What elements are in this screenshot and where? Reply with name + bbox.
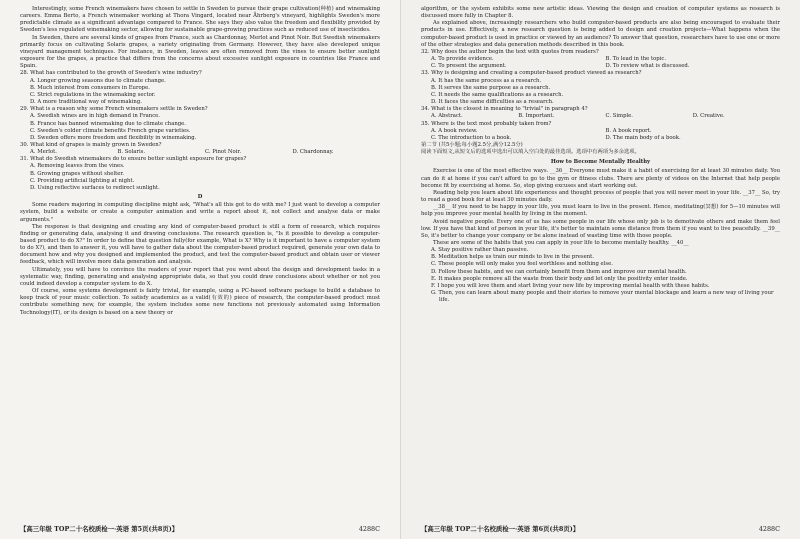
option: B. A book report. xyxy=(605,127,652,134)
question-31-stem: 31. What do Swedish winemakers do to ensure better sunlight exposure for grapes? xyxy=(20,156,247,163)
option: C. Sweden's colder climate benefits French grape varieties. xyxy=(30,127,191,134)
option: A. Removing leaves from the vines. xyxy=(30,163,125,170)
option: A. Longer growing seasons due to climate change. xyxy=(30,77,166,84)
option: B. Solaris. xyxy=(117,149,146,156)
option: A. Abstract. xyxy=(431,113,463,120)
option: C. Pinot Noir. xyxy=(205,149,242,156)
paragraph: In Sweden, there are several kinds of grapes from France, such as Chardonnay, Merlot and Pinot Noir. But Swedish winemakers primarily focus on cultivating Solaris grapes, a variety originating from Germany. However, they have also developed unique vineyard management techniques. For instance, in Sweden, leaves are often removed from the vines to ensure better sunlight exposure for the grapes, a practice that differs from the concerns about excessive sunlight exposure in countries like France and Spain. xyxy=(20,34,380,70)
section-heading: 第二节 (共5小题;每小题2.5分,满分12.5分) xyxy=(421,141,523,148)
option: C. These people will only make you feel worthless and nothing else. xyxy=(431,261,613,268)
question-28-stem: 28. What has contributed to the growth of Sweden's wine industry? xyxy=(20,70,202,77)
options-row xyxy=(431,63,780,70)
question-29-stem: 29. What is a reason why some French winemakers settle in Sweden? xyxy=(20,106,208,113)
paragraph: As explained above, increasingly researchers who build computer-based products are also being encouraged to evaluate their products in use. Effectively, a new research question is being added to design and creation projects—What happens when the computer-based product is used in practice or viewed by an audience? To answer that question, researchers have to use one or more of the other strategies and data generation methods described in this book. xyxy=(421,20,780,48)
paragraph: Of course, some systems development is fairly trivial, for example, using a PC-based software package to build a database to keep track of your music collection. To satisfy academics as a valid(有效的) piece of research, the computer-based product must contribute something new, for example, the system includes some new functions not previously automated using Information Technology(IT), or its design is based on a new theory or xyxy=(20,288,380,316)
paragraph: Exercise is one of the most effective ways. __36__ Everyone must make it a habit of exercising for at least 30 minutes daily. You can do it at home if you can't afford to go to the gym or fitness clubs. There are plenty of videos on the Internet that help people become fit by exercising at home. So, stop giving excuses and start working out. xyxy=(421,168,780,189)
option: B. Important. xyxy=(518,113,555,120)
footer-title: 【高三年级 TOP二十名校质检一·英语 第6页(共8页)】 xyxy=(421,524,580,533)
footer-code: 4288C xyxy=(758,524,780,533)
options-row xyxy=(30,149,380,156)
question-30-stem: 30. What kind of grapes is mainly grown in Sweden? xyxy=(20,141,162,148)
option: A. Swedish wines are in high demand in France. xyxy=(30,113,160,120)
option: D. Sweden offers more freedom and flexibility in winemaking. xyxy=(30,134,197,141)
option: C. The introduction to a book. xyxy=(431,134,512,141)
options-row xyxy=(431,113,780,120)
option: B. Growing grapes without shelter. xyxy=(30,170,124,177)
option: B. It serves the same purpose as a research. xyxy=(431,84,551,91)
option: A. Stay positive rather than passive. xyxy=(431,247,529,254)
option: A. To provide evidence. xyxy=(431,56,494,63)
page-right xyxy=(400,0,800,539)
option: C. To present the argument. xyxy=(431,63,507,70)
option: D. The main body of a book. xyxy=(605,134,681,141)
option: D. To review what is discussed. xyxy=(605,63,690,70)
question-32-stem: 32. Why does the author begin the text with quotes from readers? xyxy=(421,48,599,55)
option: B. Meditation helps us train our minds to live in the present. xyxy=(431,254,594,261)
question-34-stem: 34. What is the closest in meaning to "trivial" in paragraph 4? xyxy=(421,106,588,113)
paragraph: Avoid negative people. Every one of us has some people in our life whose only job is to demotivate others and make them feel low. If you have that kind of person in your life, it's better to maintain some distance from them if you want to live peacefully. __39__ So, it's better to change your company or be alone instead of wasting time with those people. xyxy=(421,218,780,239)
options-row xyxy=(431,128,780,135)
question-33-stem: 33. Why is designing and creating a computer-based product viewed as research? xyxy=(421,70,642,77)
paragraph: The response is that designing and creating any kind of computer-based product is still a form of research, which requires finding or generating data, analysing it and drawing conclusions. The research question is, "Is it possible to develop a computer-based product to do X?" In order to define that question fully(for example, What is X? Why is it important to have a computer system to do X?), and then to answer it, you will have to gather data about the computer-based product required, generate your own data to document how and why you designed and implemented the product, and test the computer-based product and obtain user or viewer feedback, which will involve more data generation and analysis. xyxy=(20,223,380,266)
paragraph: Some readers majoring in computing discipline might ask, "What's all this got to do with me? I just want to develop a computer system, build a website or create a computer animation and write a report about it, not collect and analyse data or make arguments." xyxy=(20,202,380,223)
option: D. Creative. xyxy=(692,113,725,120)
option: A. A book review. xyxy=(431,127,478,134)
option: G. Then, you can learn about many people and their stories to remove your mental blockage and learn a new way of living your life. xyxy=(431,290,774,304)
footer-title: 【高三年级 TOP二十名校质检一·英语 第5页(共8页)】 xyxy=(20,524,179,533)
section-heading: D xyxy=(197,194,203,201)
paragraph: __38__ If you need to be happy in your life, you must learn to live in the present. Hence, meditating(冥想) for 5—10 minutes will help you improve your mental health by living in the moment. xyxy=(421,204,780,218)
options-row xyxy=(431,56,780,63)
option: C. It needs the same qualifications as a research. xyxy=(431,91,564,98)
paragraph: Reading help you learn about life experiences and thought process of people that you will never meet in your life. __37__ So, try to read a good book for at least 30 minutes daily. xyxy=(421,189,780,204)
option: D. Using reflective surfaces to redirect sunlight. xyxy=(30,184,160,191)
option: A. Merlot. xyxy=(30,149,57,156)
option: D. A more traditional way of winemaking. xyxy=(30,99,142,106)
option: A. It has the same process as a research. xyxy=(431,77,542,84)
option: D. It faces the same difficulties as a research. xyxy=(431,99,554,106)
footer-code: 4288C xyxy=(358,524,380,533)
option: B. France has banned winemaking due to climate change. xyxy=(30,120,186,127)
section-instructions: 阅读下面短文,从短文后的选项中选出可以填入空白处的最佳选项。选项中有两项为多余选项。 xyxy=(421,149,640,156)
paragraph: algorithm, or the system exhibits some new artistic ideas. Viewing the design and creation of computer systems as research is discussed more fully in Chapter 8. xyxy=(421,6,780,20)
page-footer xyxy=(20,526,380,533)
option: C. Simple. xyxy=(605,113,633,120)
paragraph: Interestingly, some French winemakers have chosen to settle in Sweden to pursue their grape cultivation(种植) and winemaking careers. Emma Berto, a French winemaker working at Thora Vingard, located near Åhrberg's vineyard, highlights Sweden's more predictable climate as a significant advantage compared to France. She says they also value the freedom and flexibility provided by Sweden's less regulated winemaking sector, allowing for sustainable grape-growing practices such as reduced use of insecticides. xyxy=(20,6,380,34)
option: E. It makes people remove all the waste from their body and let only the positivity enter inside. xyxy=(431,275,688,282)
passage-title: How to Become Mentally Healthy xyxy=(550,159,651,166)
option: B. To lead in the topic. xyxy=(605,56,667,63)
question-35-stem: 35. Where is the text most probably taken from? xyxy=(421,120,552,127)
option: B. Much interest from consumers in Europe. xyxy=(30,84,150,91)
option: C. Strict regulations in the winemaking sector. xyxy=(30,91,156,98)
paragraph: Ultimately, you will have to convince the readers of your report that you went about the design and development tasks in a systematic way, finding, generating and analysing appropriate data, so that you could draw conclusions about whether or not you could indeed develop a computer system to do X. xyxy=(20,266,380,287)
paragraph: These are some of the habits that you can apply in your life to become mentally healthy. __40__ xyxy=(433,240,689,246)
page-footer xyxy=(421,526,780,533)
option: F. I hope you will love them and start living your new life by improving mental health with these habits. xyxy=(431,282,710,289)
option: D. Chardonnay. xyxy=(292,149,334,156)
option: C. Providing artificial lighting at night. xyxy=(30,177,135,184)
options-row xyxy=(431,135,780,142)
option: D. Follow these habits, and we can certainly benefit from them and improve our mental health. xyxy=(431,268,687,275)
